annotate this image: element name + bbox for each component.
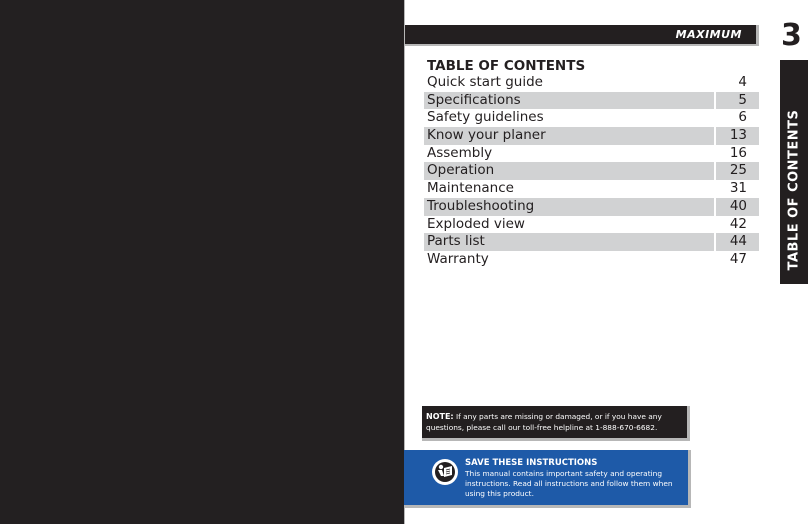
toc-entry-page: 40 bbox=[716, 198, 759, 216]
toc-entry-label: Warranty bbox=[427, 250, 489, 267]
toc-row[interactable] bbox=[424, 109, 759, 127]
toc-entry-page: 42 bbox=[729, 215, 747, 232]
toc-entry-label: Parts list bbox=[424, 233, 714, 251]
toc-entry-page: 31 bbox=[729, 180, 747, 197]
side-tab-label: TABLE OF CONTENTS bbox=[786, 109, 802, 271]
toc-entry-page: 5 bbox=[716, 92, 759, 110]
toc-row[interactable] bbox=[424, 251, 759, 269]
toc-entry-page: 16 bbox=[729, 144, 747, 161]
toc-entry-label: Maintenance bbox=[427, 180, 514, 197]
page-number: 3 bbox=[781, 18, 802, 53]
toc-entry-label: Specifications bbox=[424, 92, 714, 110]
note-heading: NOTE: bbox=[426, 412, 454, 421]
toc-row[interactable] bbox=[424, 233, 759, 251]
save-instructions-box bbox=[404, 450, 691, 508]
toc-entry-page: 47 bbox=[729, 250, 747, 267]
toc-row[interactable] bbox=[424, 162, 759, 180]
note-text: If any parts are missing or damaged, or if you have any questions, please call our toll-free helpline at 1-888-670-6682. bbox=[426, 412, 662, 432]
toc-row[interactable] bbox=[424, 180, 759, 198]
toc-entry-label: Know your planer bbox=[424, 127, 714, 145]
toc-row[interactable] bbox=[424, 198, 759, 216]
toc-entry-label: Exploded view bbox=[427, 215, 525, 232]
toc-row[interactable] bbox=[424, 145, 759, 163]
page-gutter bbox=[404, 0, 405, 524]
toc-entry-label: Assembly bbox=[427, 144, 493, 161]
toc-entry-page: 44 bbox=[716, 233, 759, 251]
toc-entry-page: 13 bbox=[716, 127, 759, 145]
toc-row[interactable] bbox=[424, 127, 759, 145]
toc-entry-page: 4 bbox=[738, 74, 747, 90]
toc-entry-label: Operation bbox=[424, 162, 714, 180]
save-instructions-text: This manual contains important safety and operating instructions. Read all instructions and follow them when using this product. bbox=[465, 469, 673, 499]
toc-title: TABLE OF CONTENTS bbox=[427, 58, 586, 74]
toc-entry-page: 6 bbox=[738, 109, 747, 126]
toc-row[interactable] bbox=[424, 216, 759, 234]
toc-list bbox=[424, 74, 759, 269]
save-instructions-title: SAVE THESE INSTRUCTIONS bbox=[465, 458, 598, 468]
note-box bbox=[422, 406, 690, 441]
brand-logo: MAXIMUM bbox=[675, 28, 742, 41]
toc-entry-label: Safety guidelines bbox=[427, 109, 544, 126]
toc-entry-label: Quick start guide bbox=[427, 74, 543, 90]
toc-row[interactable] bbox=[424, 74, 759, 92]
read-manual-icon bbox=[432, 459, 458, 485]
toc-entry-page: 25 bbox=[716, 162, 759, 180]
toc-row[interactable] bbox=[424, 92, 759, 110]
toc-entry-label: Troubleshooting bbox=[424, 198, 714, 216]
brand-bar bbox=[405, 25, 759, 46]
